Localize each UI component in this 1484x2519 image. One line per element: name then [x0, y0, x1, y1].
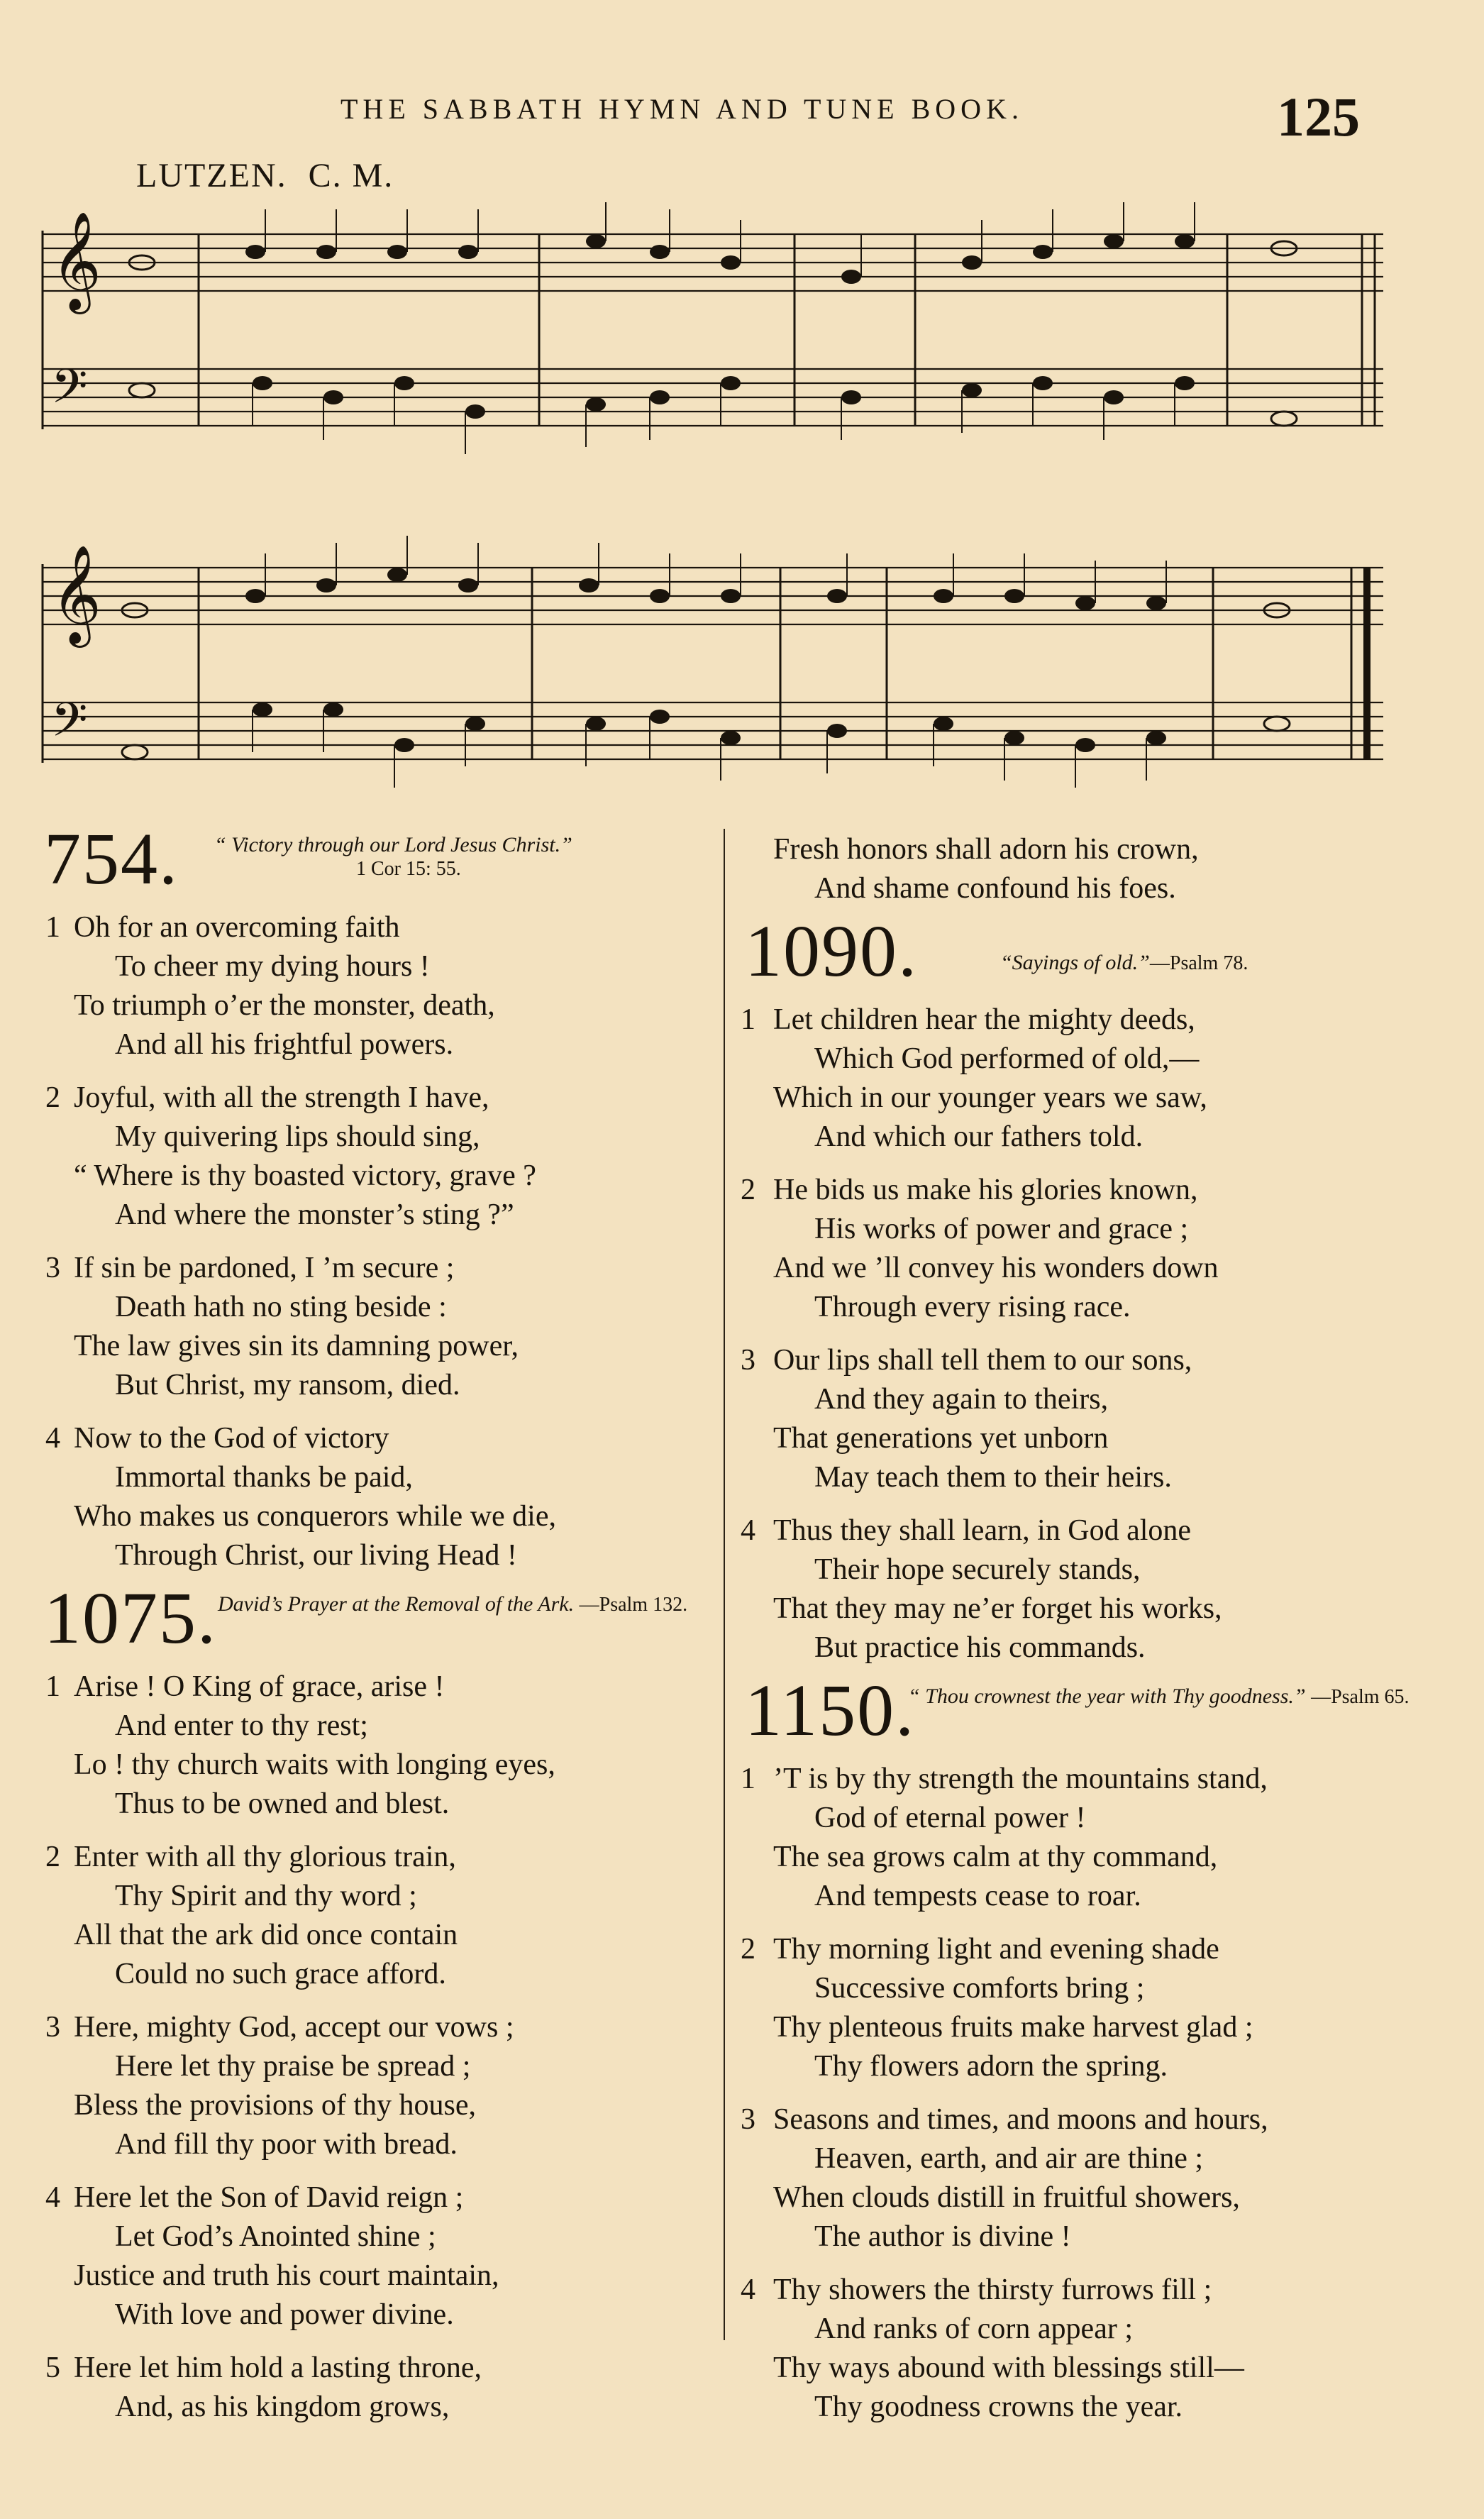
verse-line: Here, mighty God, accept our vows ;: [74, 2011, 514, 2044]
verse-line: And shame confound his foes.: [814, 872, 1176, 905]
verse-line: Thy goodness crowns the year.: [814, 2391, 1183, 2423]
hymn-1075-heading: [37, 1577, 718, 1668]
verse-line: [37, 2178, 718, 2217]
stanza: [738, 1511, 1447, 1668]
page-number: 125: [1277, 86, 1360, 148]
verse-line: [37, 1249, 718, 1288]
verse-line: With love and power divine.: [115, 2298, 454, 2331]
verse-line: Through every rising race.: [814, 1291, 1131, 1323]
verse-line: [37, 2349, 718, 2388]
stanza: [37, 1249, 718, 1405]
stanza: [738, 1341, 1447, 1497]
verse-line: [738, 1171, 1447, 1210]
hymn-reference: —Psalm 65.: [1311, 1686, 1410, 1708]
verse-line: Here let thy praise be spread ;: [115, 2050, 471, 2083]
stanza-number: 2: [45, 1841, 60, 1873]
stanza: [37, 2178, 718, 2335]
verse-line: Let God’s Anointed shine ;: [115, 2220, 436, 2253]
column-divider: [724, 829, 725, 2340]
verse-line: Thus they shall learn, in God alone: [773, 1514, 1192, 1547]
page-header: [0, 85, 1484, 149]
stanza: [738, 2271, 1447, 2427]
verse-line: And enter to thy rest;: [115, 1709, 368, 1742]
verse-line: Their hope securely stands,: [814, 1553, 1141, 1586]
verse-line: Our lips shall tell them to our sons,: [773, 1344, 1192, 1377]
verse-line: Which God performed of old,—: [814, 1042, 1200, 1075]
verse-line: [738, 1511, 1447, 1550]
stanza: [37, 1838, 718, 1994]
verse-line: [37, 1668, 718, 1707]
hymn-number: 1090.: [745, 910, 918, 992]
verse-line: [738, 1930, 1447, 1969]
stanza-number: 4: [741, 1514, 755, 1547]
verse-line: If sin be pardoned, I ’m secure ;: [74, 1252, 455, 1284]
hymn-number: 1150.: [745, 1670, 916, 1751]
verse-line: Through Christ, our living Head !: [115, 1539, 517, 1572]
stanza-number: 1: [741, 1763, 755, 1795]
score-staves-2: [35, 525, 1390, 823]
stanza: [738, 1171, 1447, 1327]
stanza-number: 3: [741, 1344, 755, 1377]
verse-line: “ Where is thy boasted victory, grave ?: [74, 1159, 536, 1192]
verse-line: [37, 1838, 718, 1877]
verse-line: His works of power and grace ;: [814, 1213, 1189, 1245]
verse-line: And, as his kingdom grows,: [115, 2391, 450, 2423]
right-column: [738, 830, 1447, 2441]
verse-line: Could no such grace afford.: [115, 1958, 446, 1990]
verse-line: Heaven, earth, and air are thine ;: [814, 2142, 1204, 2175]
stanza-number: 2: [45, 1081, 60, 1114]
verse-line: And all his frightful powers.: [115, 1028, 454, 1061]
verse-line: And ranks of corn appear ;: [814, 2313, 1133, 2345]
verse-line: To cheer my dying hours !: [115, 950, 430, 983]
verse-line: [738, 2100, 1447, 2139]
verse-line: And they again to theirs,: [814, 1383, 1109, 1416]
verse-line: May teach them to their heirs.: [814, 1461, 1172, 1494]
svg-text:𝄞: 𝄞: [51, 211, 101, 310]
verse-line: All that the ark did once contain: [74, 1919, 458, 1951]
verse-line: Fresh honors shall adorn his crown,: [773, 833, 1199, 866]
verse-line: Bless the provisions of thy house,: [74, 2089, 476, 2122]
verse-line: Thy ways abound with blessings still—: [773, 2352, 1244, 2384]
verse-line: [738, 1341, 1447, 1380]
stanza-number: 3: [741, 2103, 755, 2136]
stanza: [37, 908, 718, 1064]
stanza-number: 1: [45, 1670, 60, 1703]
verse-line: Let children hear the mighty deeds,: [773, 1003, 1195, 1036]
music-system-1: [35, 192, 1390, 490]
svg-text:𝄢: 𝄢: [51, 693, 88, 759]
verse-line: To triumph o’er the monster, death,: [74, 989, 495, 1022]
verse-line: He bids us make his glories known,: [773, 1174, 1198, 1206]
verse-line: Thy flowers adorn the spring.: [814, 2050, 1168, 2083]
hymn-number: 754.: [44, 818, 179, 900]
hymn-reference: —Psalm 132.: [579, 1594, 688, 1616]
verse-line: My quivering lips should sing,: [115, 1120, 480, 1153]
tune-heading: [136, 156, 394, 195]
hymn-reference: 1 Cor 15: 55.: [356, 858, 461, 880]
stanza: [37, 2349, 718, 2427]
verse-line: When clouds distill in fruitful showers,: [773, 2181, 1240, 2214]
hymn-1090-heading: [738, 910, 1447, 1001]
stanza-number: 2: [741, 1933, 755, 1966]
stanza-continued: [738, 830, 1447, 908]
stanza: [738, 1001, 1447, 1157]
verse-line: And fill thy poor with bread.: [115, 2128, 458, 2161]
verse-line: [37, 1419, 718, 1458]
verse-line: Death hath no sting beside :: [115, 1291, 447, 1323]
verse-line: That generations yet unborn: [773, 1422, 1109, 1455]
stanza-number: 4: [45, 2181, 60, 2214]
hymn-1150-heading: [738, 1670, 1447, 1760]
stanza-number: 3: [45, 2011, 60, 2044]
hymn-title: “ Thou crownest the year with Thy goodness.” —Psalm 65.: [908, 1685, 1410, 1708]
stanza-number: 3: [45, 1252, 60, 1284]
stanza-number: 2: [741, 1174, 755, 1206]
verse-line: [37, 908, 718, 947]
hymn-754-heading: [37, 818, 718, 908]
stanza-number: 1: [741, 1003, 755, 1036]
verse-line: Successive comforts bring ;: [814, 1972, 1145, 2005]
verse-line: Who makes us conquerors while we die,: [74, 1500, 556, 1533]
stanza: [37, 2008, 718, 2164]
hymn-title: “Sayings of old.”—Psalm 78.: [1000, 951, 1248, 974]
stanza: [37, 1668, 718, 1824]
verse-line: And tempests cease to roar.: [814, 1880, 1141, 1912]
hymn-title: David’s Prayer at the Removal of the Ark. —Psalm 132.: [218, 1592, 688, 1616]
verse-line: But Christ, my ransom, died.: [115, 1369, 460, 1401]
verse-line: God of eternal power !: [814, 1802, 1086, 1834]
tune-meter: C. M.: [308, 157, 394, 194]
verse-line: Lo ! thy church waits with longing eyes,: [74, 1748, 555, 1781]
verse-line: Justice and truth his court maintain,: [74, 2259, 499, 2292]
verse-line: Immortal thanks be paid,: [115, 1461, 413, 1494]
stanza: [738, 1930, 1447, 2086]
stanza-number: 5: [45, 2352, 60, 2384]
verse-line: Here let him hold a lasting throne,: [74, 2352, 482, 2384]
stanza: [37, 1419, 718, 1575]
verse-line: The author is divine !: [814, 2220, 1071, 2253]
stanza: [738, 2100, 1447, 2256]
verse-line: [37, 1079, 718, 1118]
verse-line: Joyful, with all the strength I have,: [74, 1081, 489, 1114]
verse-line: Here let the Son of David reign ;: [74, 2181, 464, 2214]
verse-line: [37, 2008, 718, 2047]
verse-line: The sea grows calm at thy command,: [773, 1841, 1218, 1873]
tune-name: LUTZEN.: [136, 157, 287, 194]
verse-line: Thy morning light and evening shade: [773, 1933, 1219, 1966]
verse-line: Thy showers the thirsty furrows fill ;: [773, 2273, 1212, 2306]
verse-line: Enter with all thy glorious train,: [74, 1841, 456, 1873]
music-system-2: [35, 525, 1390, 823]
verse-line: Thus to be owned and blest.: [115, 1787, 450, 1820]
stanza-number: 4: [45, 1422, 60, 1455]
svg-text:𝄢: 𝄢: [51, 359, 88, 425]
verse-line: And which our fathers told.: [814, 1120, 1144, 1153]
verse-line: Oh for an overcoming faith: [74, 911, 400, 944]
score-staves-1: [35, 192, 1390, 490]
hymn-number: 1075.: [44, 1577, 217, 1659]
verse-line: [738, 1001, 1447, 1040]
verse-line: Thy plenteous fruits make harvest glad ;: [773, 2011, 1253, 2044]
verse-line: Which in our younger years we saw,: [773, 1081, 1207, 1114]
stanza: [738, 1760, 1447, 1916]
verse-line: But practice his commands.: [814, 1631, 1146, 1664]
svg-text:𝄞: 𝄞: [51, 545, 101, 644]
stanza-number: 4: [741, 2273, 755, 2306]
verse-line: That they may ne’er forget his works,: [773, 1592, 1222, 1625]
verse-line: Now to the God of victory: [74, 1422, 389, 1455]
left-column: [37, 818, 718, 2441]
verse-line: The law gives sin its damning power,: [74, 1330, 519, 1362]
hymn-title: “ Victory through our Lord Jesus Christ.” 1 Cor 15: 55.: [214, 833, 739, 881]
verse-line: Arise ! O King of grace, arise !: [74, 1670, 445, 1703]
verse-line: And where the monster’s sting ?”: [115, 1198, 514, 1231]
verse-line: ’T is by thy strength the mountains stand,: [773, 1763, 1268, 1795]
verse-line: Thy Spirit and thy word ;: [115, 1880, 417, 1912]
verse-line: Seasons and times, and moons and hours,: [773, 2103, 1268, 2136]
verse-line: [738, 2271, 1447, 2310]
stanza-number: 1: [45, 911, 60, 944]
stanza: [37, 1079, 718, 1235]
running-title: THE SABBATH HYMN AND TUNE BOOK.: [340, 93, 1024, 125]
verse-line: [738, 1760, 1447, 1799]
hymn-reference: —Psalm 78.: [1149, 952, 1248, 974]
verse-line: And we ’ll convey his wonders down: [773, 1252, 1219, 1284]
